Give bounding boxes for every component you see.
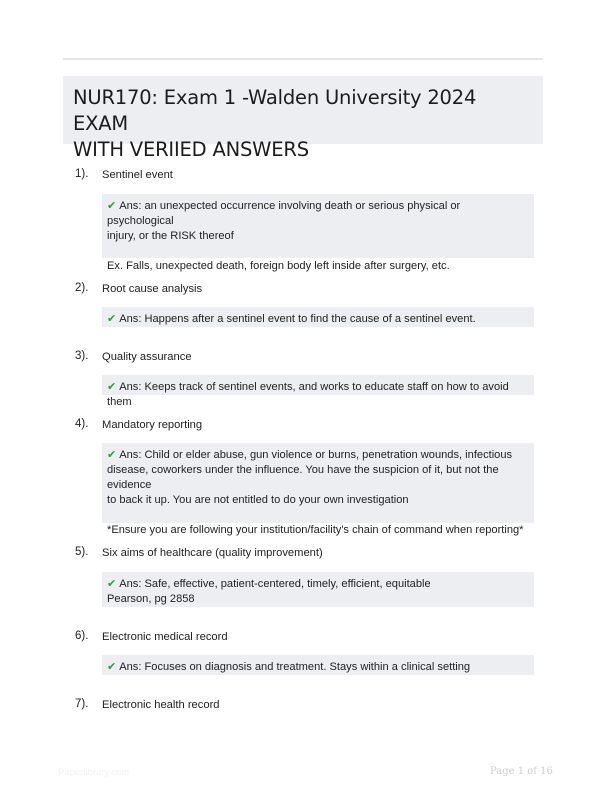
question-term: Sentinel event	[102, 169, 173, 181]
title-banner	[63, 76, 543, 161]
check-icon: ✔	[107, 448, 117, 461]
answer-line: injury, or the RISK thereof	[107, 230, 234, 242]
answer-box	[102, 572, 534, 607]
question-number: 2).	[75, 282, 89, 294]
check-icon: ✔	[107, 312, 117, 325]
question-term: Mandatory reporting	[102, 419, 203, 431]
answer-note: *Ensure you are following your institution/facility's chain of command when reporting*	[107, 524, 524, 536]
answer-line: to back it up. You are not entitled to do your own investigation	[107, 494, 409, 506]
page-indicator: Page 1 of 16	[490, 766, 553, 777]
check-icon: ✔	[107, 199, 117, 212]
question-number: 3).	[75, 350, 89, 362]
answer-box	[102, 307, 534, 327]
footer-watermark: Paperlibrary.com	[58, 767, 130, 778]
page-title-line-2: WITH VERIIED ANSWERS	[73, 138, 309, 161]
page-title-line-1: NUR170: Exam 1 -Walden University 2024 EXAM	[73, 86, 477, 135]
question-term: Root cause analysis	[102, 283, 203, 295]
check-icon: ✔	[107, 660, 117, 673]
answer-line: Ans: Focuses on diagnosis and treatment. Stays within a clinical setting	[119, 661, 471, 673]
check-icon: ✔	[107, 380, 117, 393]
answer-box	[102, 655, 534, 675]
answer-line: Ans: Happens after a sentinel event to find the cause of a sentinel event.	[119, 313, 476, 325]
question-number: 7).	[75, 698, 89, 710]
answer-box	[102, 194, 534, 272]
question-number: 6).	[75, 630, 89, 642]
answer-box	[102, 443, 534, 536]
answer-line: Pearson, pg 2858	[107, 593, 195, 605]
answer-line: Ans: Child or elder abuse, gun violence or burns, penetration wounds, infectious	[119, 449, 513, 461]
answer-box	[102, 375, 534, 408]
answer-line: Ans: Keeps track of sentinel events, and works to educate staff on how to avoid them	[107, 381, 509, 408]
question-term: Electronic medical record	[102, 631, 228, 643]
question-number: 4).	[75, 418, 89, 430]
answer-line: Ans: an unexpected occurrence involving death or serious physical or psychological	[107, 200, 461, 227]
answer-line: Ans: Safe, effective, patient-centered, timely, efficient, equitable	[119, 578, 431, 590]
check-icon: ✔	[107, 577, 117, 590]
top-divider	[63, 58, 543, 60]
question-number: 5).	[75, 546, 89, 558]
question-number: 1).	[75, 168, 89, 180]
question-term: Six aims of healthcare (quality improvement)	[102, 547, 323, 559]
question-term: Quality assurance	[102, 351, 192, 363]
answer-line: disease, coworkers under the influence. You have the suspicion of it, but not the evidence	[107, 464, 499, 491]
question-term: Electronic health record	[102, 699, 220, 711]
answer-note: Ex. Falls, unexpected death, foreign body left inside after surgery, etc.	[107, 260, 450, 272]
